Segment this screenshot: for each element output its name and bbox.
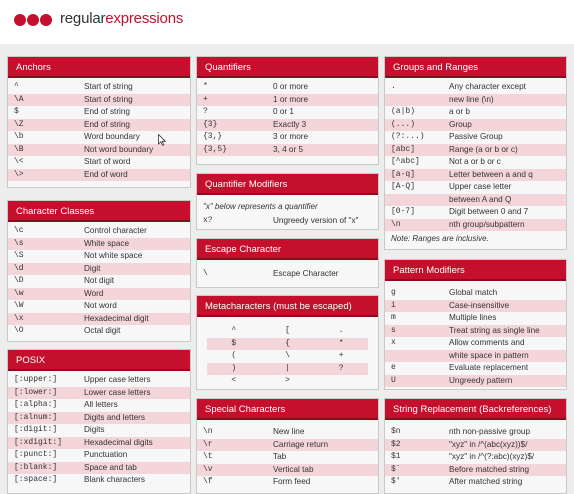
logo-regular: regular <box>60 10 106 27</box>
table-row <box>385 94 566 107</box>
row-key: i <box>391 300 396 310</box>
metacharacters-box <box>196 295 379 390</box>
row-value: End of word <box>84 169 128 179</box>
metacharacter: $ <box>231 338 237 348</box>
table-row <box>8 94 190 107</box>
row-value: nth non-passive group <box>449 427 531 436</box>
row-value: Hexadecimal digits <box>84 437 153 447</box>
character-classes-box <box>7 200 191 342</box>
table-row <box>197 439 378 452</box>
row-key: * <box>203 82 208 91</box>
row-value: Form feed <box>273 477 311 486</box>
row-value: Digit <box>84 263 101 273</box>
row-value: Case-insensitive <box>449 300 510 310</box>
row-value: Evaluate replacement <box>449 363 529 372</box>
row-key: [:alpha:] <box>14 400 58 409</box>
row-value: 0 or 1 <box>273 107 294 116</box>
metacharacters-title: Metacharacters (must be escaped) <box>197 296 378 317</box>
metacharacters-grid <box>197 317 378 388</box>
table-row <box>8 263 190 276</box>
row-key: x? <box>203 216 213 225</box>
table-row <box>8 387 190 400</box>
row-key: g <box>391 288 396 297</box>
row-key: \Z <box>14 119 24 129</box>
row-value: 1 or more <box>273 94 309 104</box>
metacharacter: . <box>338 326 344 335</box>
escape-character-box <box>196 238 379 288</box>
row-value: Carriage return <box>273 439 329 449</box>
row-key: e <box>391 363 396 372</box>
table-row <box>385 194 566 207</box>
table-row <box>385 219 566 232</box>
metacharacter: [ <box>285 326 290 335</box>
row-value: Word <box>84 288 104 298</box>
quantifiers-box <box>196 56 379 165</box>
row-key: \t <box>203 452 213 461</box>
row-key: \x <box>14 313 24 323</box>
posix-rows <box>8 371 190 487</box>
table-row <box>8 250 190 263</box>
row-key: [abc] <box>391 144 416 154</box>
row-key: {3} <box>203 119 218 129</box>
row-key: [:space:] <box>14 475 58 484</box>
row-value: Ungreedy pattern <box>449 375 513 385</box>
row-key: $ <box>14 107 19 116</box>
special-characters-title: Special Characters <box>197 399 378 420</box>
table-row <box>8 474 190 487</box>
table-row <box>385 131 566 144</box>
row-key <box>391 194 449 207</box>
row-value: New line <box>273 427 305 436</box>
row-value: Group <box>449 119 472 129</box>
table-row <box>8 225 190 238</box>
row-value: Ungreedy version of "x" <box>273 216 359 225</box>
metacharacter-row <box>207 375 368 388</box>
metacharacter: < <box>231 376 237 385</box>
row-key: m <box>391 313 396 322</box>
table-row <box>385 300 566 313</box>
pattern-modifiers-title: Pattern Modifiers <box>385 260 566 281</box>
row-key: s <box>391 325 396 335</box>
table-row <box>8 374 190 387</box>
anchors-rows <box>8 78 190 181</box>
row-key: \W <box>14 301 24 310</box>
row-key: \> <box>14 169 24 179</box>
table-row <box>8 119 190 132</box>
row-value: Digits <box>84 425 105 434</box>
row-key: \D <box>14 276 24 285</box>
table-row <box>385 144 566 157</box>
row-value: Punctuation <box>84 450 128 459</box>
row-value: Start of word <box>84 157 131 166</box>
row-key: {3,5} <box>203 144 228 154</box>
quantifier-modifiers-rows <box>197 215 378 228</box>
row-value: Start of string <box>84 82 133 91</box>
row-value: 3, 4 or 5 <box>273 144 304 154</box>
table-row <box>8 238 190 251</box>
row-key: \d <box>14 263 24 273</box>
anchors-title: Anchors <box>8 57 190 78</box>
row-value: Digits and letters <box>84 412 145 422</box>
row-key: \s <box>14 238 24 248</box>
metacharacter-row <box>207 363 368 376</box>
quantifiers-title: Quantifiers <box>197 57 378 78</box>
row-key: . <box>391 82 396 91</box>
row-value: Global match <box>449 288 498 297</box>
table-row <box>385 156 566 169</box>
table-row <box>385 439 566 452</box>
table-row <box>385 106 566 119</box>
row-value: Not white space <box>84 251 143 260</box>
row-key: (?:...) <box>391 132 425 141</box>
mouse-cursor-icon <box>158 134 166 146</box>
table-row <box>8 313 190 326</box>
table-row <box>8 325 190 338</box>
row-key: [:upper:] <box>14 375 58 384</box>
row-key: \f <box>203 477 213 486</box>
table-row <box>8 81 190 94</box>
row-value: nth group/subpattern <box>449 219 525 229</box>
table-row <box>8 156 190 169</box>
metacharacter-row <box>207 350 368 363</box>
row-key <box>391 350 449 363</box>
groups-ranges-note: Note: Ranges are inclusive. <box>391 234 489 243</box>
row-value: Allow comments and <box>449 338 525 347</box>
metacharacter: * <box>338 338 344 348</box>
metacharacter-row <box>207 325 368 338</box>
table-row <box>197 144 378 157</box>
row-value: Digit between 0 and 7 <box>449 207 529 216</box>
row-value: Exactly 3 <box>273 119 307 129</box>
table-row <box>197 476 378 489</box>
row-value: Not a or b or c <box>449 157 501 166</box>
row-key: [:xdigit:] <box>14 437 63 447</box>
row-key: [:blank:] <box>14 462 58 472</box>
table-row <box>197 215 378 228</box>
metacharacter: ? <box>338 363 344 373</box>
row-value: Control character <box>84 226 147 235</box>
table-row <box>385 350 566 363</box>
pattern-modifiers-rows <box>385 281 566 387</box>
string-replacement-title: String Replacement (Backreferences) <box>385 399 566 420</box>
table-row <box>197 106 378 119</box>
row-value: Vertical tab <box>273 464 314 474</box>
row-key: [:alnum:] <box>14 412 58 422</box>
row-key: \n <box>391 219 401 229</box>
row-key: $n <box>391 427 401 436</box>
row-value: Any character except <box>449 82 526 91</box>
table-row <box>385 464 566 477</box>
metacharacter: > <box>285 376 290 385</box>
metacharacter-row <box>207 338 368 351</box>
table-row <box>8 300 190 313</box>
logo-dots-icon <box>14 14 52 26</box>
table-row <box>197 426 378 439</box>
table-row <box>197 81 378 94</box>
row-key: ^ <box>14 82 19 91</box>
row-key: \< <box>14 157 24 166</box>
row-key: \A <box>14 94 24 104</box>
row-key: [A-Q] <box>391 182 416 191</box>
anchors-box <box>7 56 191 188</box>
metacharacter: ( <box>231 351 237 360</box>
quantifier-modifiers-note: "x" below represents a quantifier <box>203 202 318 211</box>
row-value: Letter between a and q <box>449 169 533 179</box>
table-row <box>385 312 566 325</box>
metacharacter: { <box>285 338 290 348</box>
metacharacter: | <box>285 363 290 373</box>
quantifier-modifiers-title: Quantifier Modifiers <box>197 174 378 195</box>
string-replacement-box <box>384 398 567 494</box>
row-value: white space in pattern <box>449 350 529 360</box>
posix-box <box>7 349 191 494</box>
row-value: new line (\n) <box>449 94 494 104</box>
row-value: End of string <box>84 107 130 116</box>
row-value: All letters <box>84 400 118 409</box>
row-key: ? <box>203 107 208 116</box>
table-row <box>197 451 378 464</box>
row-value: "xyz" in /^(?:abc)(xyz)$/ <box>449 452 535 461</box>
character-classes-title: Character Classes <box>8 201 190 222</box>
row-value: Not digit <box>84 276 115 285</box>
escape-character-rows <box>197 260 378 281</box>
table-row <box>385 325 566 338</box>
logo-text <box>60 10 183 27</box>
table-row <box>385 426 566 439</box>
table-row <box>8 424 190 437</box>
row-key: [:lower:] <box>14 387 58 397</box>
table-row <box>197 268 378 281</box>
row-key: U <box>391 375 396 385</box>
row-value: Upper case letter <box>449 182 512 191</box>
metacharacter: \ <box>285 351 290 360</box>
row-value: Octal digit <box>84 326 121 335</box>
row-value: Lower case letters <box>84 387 151 397</box>
row-value: After matched string <box>449 477 523 486</box>
row-value: Passive Group <box>449 132 503 141</box>
metacharacter: + <box>338 351 344 360</box>
row-key: $' <box>391 477 401 486</box>
row-value: 3 or more <box>273 132 309 141</box>
table-row <box>8 106 190 119</box>
row-key: [^abc] <box>391 157 420 166</box>
table-row <box>385 287 566 300</box>
table-row <box>385 206 566 219</box>
row-key: + <box>203 94 208 104</box>
row-key: \S <box>14 251 24 260</box>
row-value: Tab <box>273 452 287 461</box>
row-value: "xyz" in /^(abc(xyz))$/ <box>449 439 528 449</box>
groups-ranges-box <box>384 56 567 250</box>
row-key: {3,} <box>203 132 223 141</box>
header <box>0 0 574 40</box>
pattern-modifiers-box <box>384 259 567 390</box>
row-value: 0 or more <box>273 82 309 91</box>
groups-ranges-title: Groups and Ranges <box>385 57 566 78</box>
row-value: Before matched string <box>449 464 530 474</box>
row-key: \w <box>14 288 24 298</box>
row-value: Treat string as single line <box>449 325 540 335</box>
table-row <box>8 412 190 425</box>
row-key: \r <box>203 439 213 449</box>
row-key: $2 <box>391 439 401 449</box>
row-key: $` <box>391 464 401 474</box>
row-value: between A and Q <box>449 194 512 204</box>
metacharacter: ) <box>231 363 237 373</box>
row-key: (a|b) <box>391 107 416 116</box>
special-characters-rows <box>197 420 378 489</box>
row-key: [0-7] <box>391 207 416 216</box>
table-row <box>385 337 566 350</box>
row-key: [:punct:] <box>14 450 58 459</box>
table-row <box>197 464 378 477</box>
table-row <box>385 362 566 375</box>
table-row <box>385 81 566 94</box>
metacharacter <box>314 375 368 388</box>
row-key: [:digit:] <box>14 425 58 434</box>
table-row <box>385 375 566 388</box>
table-row <box>8 462 190 475</box>
row-value: Multiple lines <box>449 313 497 322</box>
row-key: \c <box>14 226 24 235</box>
quantifier-modifiers-box <box>196 173 379 230</box>
row-key: (...) <box>391 119 416 129</box>
table-row <box>8 449 190 462</box>
row-key: \v <box>203 464 213 474</box>
groups-ranges-rows <box>385 78 566 231</box>
row-key: \ <box>203 269 208 278</box>
row-value: Start of string <box>84 94 133 104</box>
row-key: $1 <box>391 452 401 461</box>
row-key: [a-q] <box>391 169 416 179</box>
character-classes-rows <box>8 222 190 338</box>
logo-expressions: expressions <box>105 10 184 27</box>
row-value: End of string <box>84 119 130 129</box>
table-row <box>8 288 190 301</box>
escape-character-title: Escape Character <box>197 239 378 260</box>
row-key: \b <box>14 132 24 141</box>
row-value: White space <box>84 238 130 248</box>
table-row <box>197 94 378 107</box>
row-value: Range (a or b or c) <box>449 144 518 154</box>
table-row <box>385 119 566 132</box>
row-value: Not word <box>84 301 117 310</box>
row-key: \n <box>203 427 213 436</box>
table-row <box>385 169 566 182</box>
table-row <box>8 169 190 182</box>
row-key: \B <box>14 144 24 154</box>
row-value: Upper case letters <box>84 375 151 384</box>
row-value: Hexadecimal digit <box>84 313 149 323</box>
special-characters-box <box>196 398 379 494</box>
table-row <box>8 399 190 412</box>
table-row <box>385 181 566 194</box>
table-row <box>8 275 190 288</box>
row-key: \O <box>14 326 24 335</box>
table-row <box>8 437 190 450</box>
posix-title: POSIX <box>8 350 190 371</box>
row-key: x <box>391 338 396 347</box>
row-value: Space and tab <box>84 462 137 472</box>
metacharacter: ^ <box>231 326 237 335</box>
quantifiers-rows <box>197 78 378 156</box>
table-row <box>385 451 566 464</box>
table-row <box>197 131 378 144</box>
row-value: Word boundary <box>84 132 140 141</box>
table-row <box>385 476 566 489</box>
row-value: Not word boundary <box>84 144 154 154</box>
row-key <box>391 94 449 107</box>
row-value: Escape Character <box>273 269 339 278</box>
row-value: a or b <box>449 107 470 116</box>
string-replacement-rows <box>385 420 566 489</box>
row-value: Blank characters <box>84 475 145 484</box>
table-row <box>197 119 378 132</box>
